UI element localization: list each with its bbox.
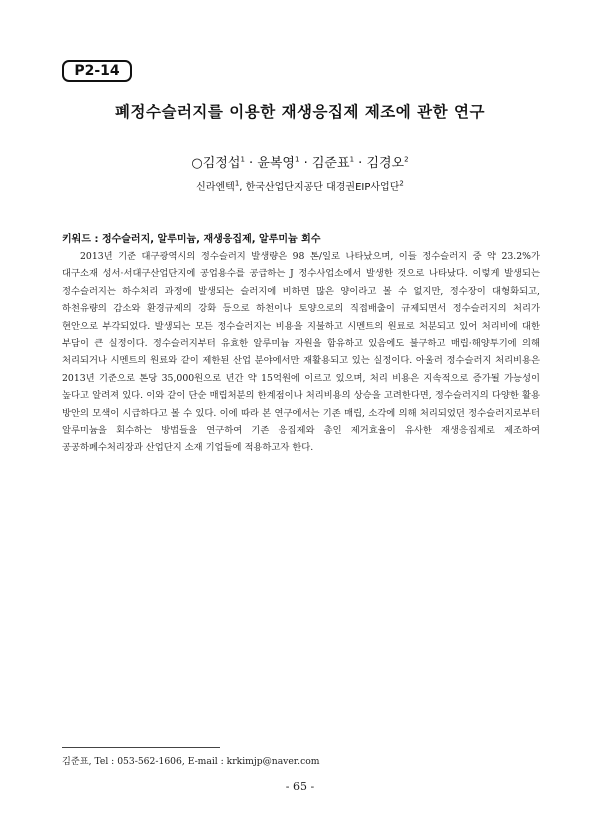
author-separator: · (244, 156, 258, 171)
author-affiliation-mark: 1 (240, 155, 245, 164)
author-affiliation-mark: 1 (349, 155, 355, 164)
affiliation-separator: , (239, 182, 246, 193)
affiliation-org: 신라엔텍 (196, 182, 235, 193)
corresponding-author-footnote: 김준표, Tel : 053-562-1606, E-mail : krkimjp@naver.com (62, 756, 320, 767)
author-name: 김경오 (366, 156, 405, 171)
keywords-label: 키워드 : (62, 234, 102, 245)
author-separator: · (354, 156, 367, 171)
author-separator: · (299, 156, 312, 171)
author-affiliation-mark: 1 (295, 155, 300, 164)
affiliation-mark: 2 (399, 179, 404, 188)
author-affiliation-mark: 2 (404, 155, 409, 164)
presenter-marker: ○ (191, 156, 203, 171)
keywords-text: 정수슬러지, 알루미늄, 재생응집제, 알루미늄 회수 (101, 234, 321, 245)
abstract-paragraph: 2013년 기준 대구광역시의 정수슬러지 발생량은 98 톤/일로 나타났으며, 이들 정수슬러지 중 약 23.2%가 대구소재 성서·서대구산업단지에 공업용수를 공급하는 J 정수사업소에서 발생한 것으로 나타났다. 이렇게 발생되는 정수슬러지는 하수처리 과정에 발생되는 슬러지에 비하면 많은 양이라고 볼 수 없지만, 정수장이 대형화되고, 하천유량의 감소와 환경규제의 강화 등으로 하천이나 토양으로의 직접배출이 규제되면서 정수슬러지의 처리가 현안으로 부각되었다. 발생되는 모든 정수슬러지는 비용을 지불하고 시멘트의 원료로 처분되고 있어 처리비에 대한 부담이 큰 실정이다. 정수슬러지부터 유효한 알루미늄 자원을 함유하고 있음에도 불구하고 매립·해양투기에 의해 처리되거나 시멘트의 원료와 같이 제한된 산업 분야에서만 재활용되고 있는 실정이다. 아울러 정수슬러지 처리비용은 2013년 기준으로 톤당 35,000원으로 년간 약 15억원에 이르고 있으며, 처리 비용은 지속적으로 증가될 가능성이 높다고 알려져 있다. 이와 같이 단순 매립처분의 한계점이나 처리비용의 상승을 고려한다면, 정수슬러지의 다양한 활용 방안의 모색이 시급하다고 볼 수 있다. 이에 따라 본 연구에서는 기존 매립, 소각에 의해 처리되었던 정수슬러지로부터 알루미늄을 회수하는 방법들을 연구하여 기존 응집제와 총인 제거효율이 유사한 재생응집제로 제조하여 공공하폐수처리장과 산업단지 소재 기업들에 적용하고자 한다. (62, 251, 540, 454)
abstract-body (62, 248, 540, 457)
paper-title: 폐정수슬러지를 이용한 재생응집제 제조에 관한 연구 (115, 103, 485, 121)
keywords-line (62, 230, 542, 245)
author-name: 김정섭 (202, 156, 241, 171)
author-name: 윤복영 (257, 156, 295, 171)
affiliation-line (0, 178, 600, 193)
affiliation-mark: 1 (234, 179, 240, 188)
author-name: 김준표 (311, 156, 350, 171)
session-badge: P2-14 (62, 60, 132, 82)
author-list (0, 152, 600, 171)
affiliation-org: 한국산업단지공단 대경권EIP사업단 (245, 182, 400, 193)
footnote-divider (62, 747, 220, 748)
page-number: - 65 - (285, 780, 315, 793)
